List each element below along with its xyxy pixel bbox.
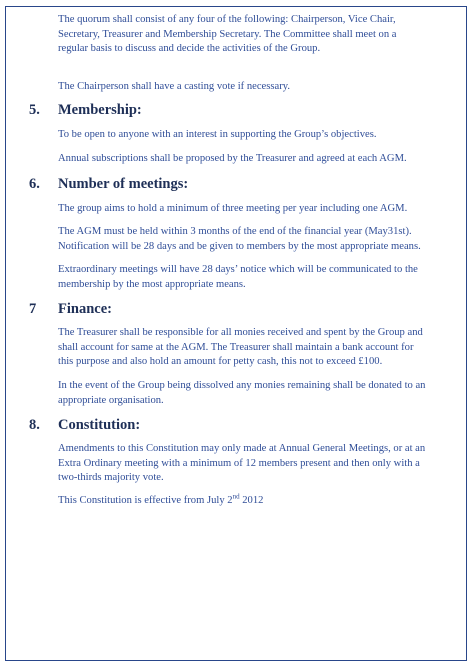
meetings-p2-line-1: The AGM must be held within 3 months of the end of the financial year (May31st).: [58, 226, 412, 237]
effective-date-year: 2012: [239, 495, 264, 506]
membership-paragraph-1: To be open to anyone with an interest in supporting the Group’s objectives.: [58, 129, 377, 140]
meetings-p2-line-2: Notification will be 28 days and be given to members by the most appropriate means.: [58, 240, 421, 252]
finance-paragraph-2: [58, 379, 440, 408]
constitution-p1-line-2: Extra Ordinary meeting with a minimum of 12 members present and then only with a: [58, 457, 420, 469]
section-8-number: 8.: [29, 417, 40, 433]
section-6-title: Number of meetings:: [58, 176, 189, 192]
section-5-number: 5.: [29, 102, 40, 118]
quorum-line-1: The quorum shall consist of any four of the following: Chairperson, Vice Chair,: [58, 14, 396, 25]
meetings-paragraph-2: [58, 225, 440, 254]
casting-vote-paragraph: The Chairperson shall have a casting vote if necessary.: [58, 81, 290, 92]
finance-p1-line-3: this purpose and also hold an amount for petty cash, this not to exceed £100.: [58, 356, 383, 368]
section-5-title: Membership:: [58, 102, 142, 118]
meetings-paragraph-1: The group aims to hold a minimum of three meeting per year including one AGM.: [58, 203, 408, 214]
constitution-p1-line-1: Amendments to this Constitution may only made at Annual General Meetings, or at an: [58, 443, 426, 454]
quorum-paragraph: [58, 13, 440, 57]
meetings-paragraph-3: [58, 263, 440, 292]
meetings-p3-line-1: Extraordinary meetings will have 28 days’ notice which will be communicated to the: [58, 264, 418, 275]
constitution-p1-line-3: two-thirds majority vote.: [58, 472, 164, 484]
finance-p1-line-1: The Treasurer shall be responsible for all monies received and spent by the Group and: [58, 327, 423, 338]
section-7-title: Finance:: [58, 301, 112, 317]
section-7-number: 7: [29, 301, 37, 317]
quorum-line-3: regular basis to discuss and decide the activities of the Group.: [58, 43, 321, 55]
section-8-title: Constitution:: [58, 417, 141, 433]
effective-date-ordinal: nd: [232, 492, 240, 501]
section-6-number: 6.: [29, 176, 40, 192]
membership-paragraph-2: Annual subscriptions shall be proposed by the Treasurer and agreed at each AGM.: [58, 153, 407, 164]
effective-date-prefix: This Constitution is effective from July 2: [58, 495, 233, 506]
finance-p1-line-2: shall account for same at the AGM. The Treasurer shall maintain a bank account for: [58, 341, 414, 353]
finance-paragraph-1: [58, 326, 440, 370]
meetings-p3-line-2: membership by the most appropriate means.: [58, 278, 246, 290]
finance-p2-line-1: In the event of the Group being dissolved any monies remaining shall be donated to an: [58, 380, 426, 391]
constitution-paragraph-1: [58, 442, 440, 486]
finance-p2-line-2: appropriate organisation.: [58, 394, 164, 406]
effective-date-paragraph: [58, 494, 440, 509]
quorum-line-2: Secretary, Treasurer and Membership Secretary. The Committee shall meet on a: [58, 28, 397, 40]
